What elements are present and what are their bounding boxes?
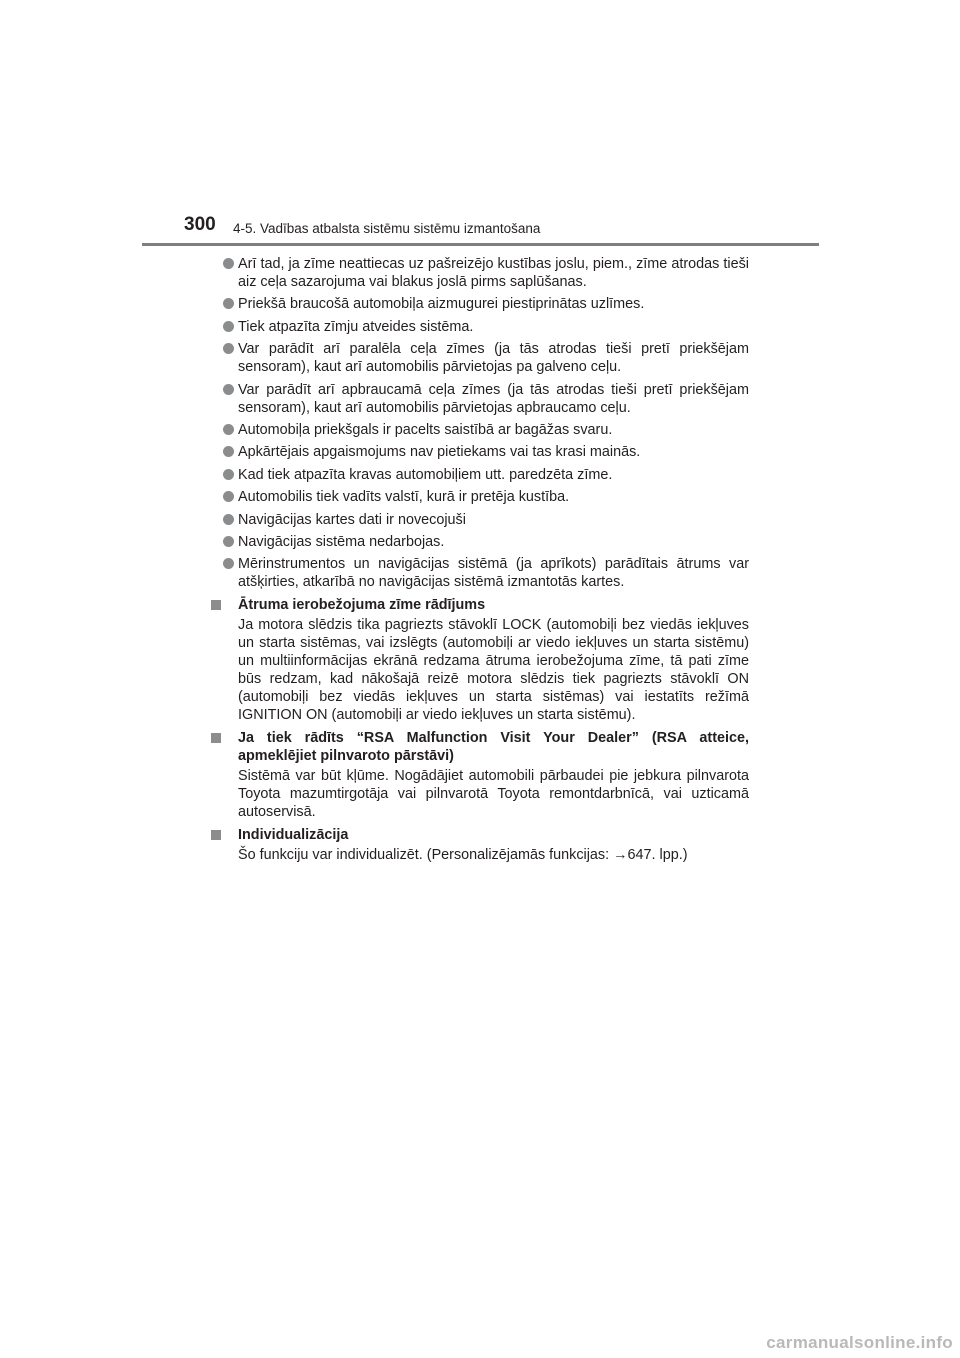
- bullet-icon: [223, 298, 234, 309]
- list-item: [222, 381, 749, 417]
- bullet-icon: [223, 258, 234, 269]
- list-item-text: Automobilis tiek vadīts valstī, kurā ir pretēja kustība.: [238, 489, 570, 506]
- list-item: [222, 318, 749, 336]
- bullet-icon: [223, 424, 234, 435]
- header-divider: [142, 243, 819, 246]
- page-number: 300: [184, 214, 216, 235]
- bullet-icon: [223, 469, 234, 480]
- list-item: [222, 511, 749, 529]
- list-item: [222, 555, 749, 591]
- list-item-text: Priekšā braucošā automobiļa aizmugurei piestiprinātas uzlīmes.: [238, 296, 645, 313]
- list-item: [222, 421, 749, 439]
- section-speed-limit-display: [222, 596, 749, 724]
- list-item: [222, 255, 749, 291]
- list-item-text: Mērinstrumentos un navigācijas sistēmā (ja aprīkots) parādītais ātrums var atšķirties, atkarībā no navigācijas sistēmā izmantotās kartes.: [238, 556, 749, 591]
- list-item: [222, 488, 749, 506]
- list-item-text: Var parādīt arī paralēla ceļa zīmes (ja tās atrodas tieši pretī priekšējam sensoram), kaut arī automobilis pārvietojas pa galveno ceļu.: [238, 341, 749, 376]
- page-content: [222, 255, 749, 869]
- section-rsa-malfunction: [222, 729, 749, 821]
- section-heading: Ja tiek rādīts “RSA Malfunction Visit Your Dealer” (RSA atteice, apmeklējiet pilnvaroto pārstāvi): [238, 729, 749, 764]
- bullet-icon: [223, 384, 234, 395]
- section-heading: Individualizācija: [238, 826, 349, 843]
- list-item-text: Navigācijas sistēma nedarbojas.: [238, 533, 445, 550]
- list-item-text: Kad tiek atpazīta kravas automobiļiem utt. paredzēta zīme.: [238, 466, 613, 483]
- section-body: Šo funkciju var individualizēt. (Personalizējamās funkcijas: →647. lpp.): [238, 846, 688, 863]
- section-body: Ja motora slēdzis tika pagriezts stāvoklī LOCK (automobiļi bez viedās iekļuves un starta sistēmas, vai izslēgts (automobiļi ar viedo iekļuves un starta sistēmu) un multiinformācijas ekrānā redzama ātruma ierobežojuma zīme, tā pati zīme būs redzam, kad nākošajā reizē motora slēdzis tiek pagriezts stāvoklī ON (automobiļi bez viedās iekļuves un starta sistēmas) vai iestatīts režīmā IGNITION ON (automobiļi ar viedo iekļuves un starta sistēmu).: [238, 616, 749, 723]
- list-item: [222, 340, 749, 376]
- list-item-text: Navigācijas kartes dati ir novecojuši: [238, 511, 466, 528]
- list-item-text: Tiek atpazīta zīmju atveides sistēma.: [238, 318, 474, 335]
- list-item-text: Apkārtējais apgaismojums nav pietiekams vai tas krasi mainās.: [238, 444, 641, 461]
- bullet-icon: [223, 558, 234, 569]
- watermark: carmanualsonline.info: [613, 1331, 953, 1355]
- section-customization: [222, 826, 749, 864]
- list-item-text: Automobiļa priekšgals ir pacelts saistībā ar bagāžas svaru.: [238, 421, 613, 438]
- chapter-title: 4-5. Vadības atbalsta sistēmu sistēmu izmantošana: [233, 221, 541, 236]
- bullet-icon: [223, 446, 234, 457]
- list-item: [222, 466, 749, 484]
- bullet-icon: [223, 514, 234, 525]
- bullet-list: [222, 255, 749, 591]
- list-item: [222, 295, 749, 313]
- square-bullet-icon: [211, 600, 221, 610]
- list-item-text: Var parādīt arī apbraucamā ceļa zīmes (ja tās atrodas tieši pretī priekšējam sensoram), kaut arī automobilis pārvietojas apbraucamo ceļu.: [238, 381, 749, 416]
- bullet-icon: [223, 491, 234, 502]
- square-bullet-icon: [211, 733, 221, 743]
- bullet-icon: [223, 343, 234, 354]
- bullet-icon: [223, 321, 234, 332]
- square-bullet-icon: [211, 830, 221, 840]
- section-body: Sistēmā var būt kļūme. Nogādājiet automobili pārbaudei pie jebkura pilnvarota Toyota mazumtirgotāja vai pilnvarotā Toyota remontdarbnīcā, vai uzticamā autoservisā.: [238, 767, 749, 820]
- list-item-text: Arī tad, ja zīme neattiecas uz pašreizējo kustības joslu, piem., zīme atrodas tieši aiz ceļa sazarojuma vai blakus joslā pirms saplūšanas.: [238, 256, 749, 290]
- list-item: [222, 533, 749, 551]
- bullet-icon: [223, 536, 234, 547]
- list-item: [222, 443, 749, 461]
- section-heading: Ātruma ierobežojuma zīme rādījums: [238, 596, 486, 613]
